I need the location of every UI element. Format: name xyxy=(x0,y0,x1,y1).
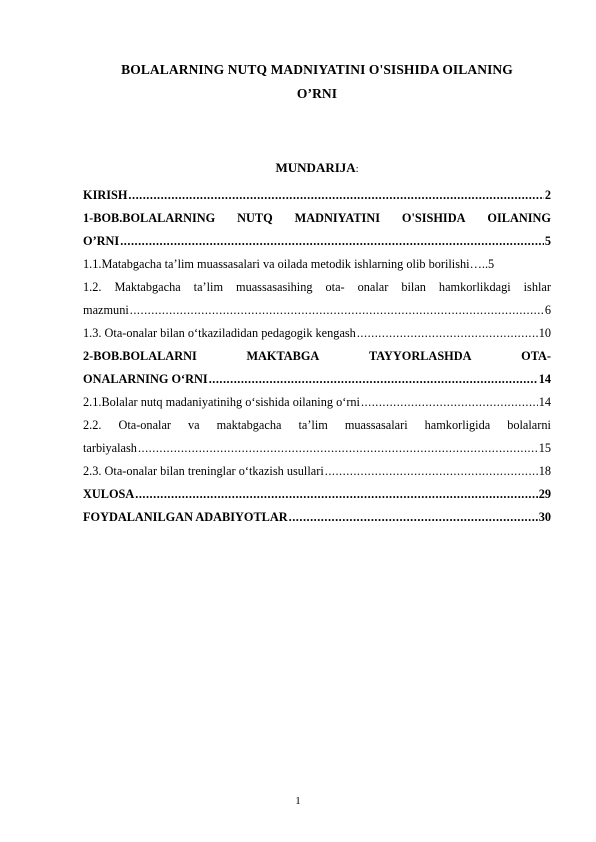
toc-entry-1-2-line1[interactable] xyxy=(83,276,551,299)
toc-entry-chapter1-line1[interactable] xyxy=(83,207,551,230)
toc-leader-dots xyxy=(120,230,544,253)
toc-entry-1-3[interactable] xyxy=(83,322,551,345)
toc-leader-dots xyxy=(130,299,544,322)
toc-word: ta’lim xyxy=(193,280,224,294)
toc-word: 2-BOB.BOLALARNI xyxy=(83,349,197,363)
toc-entry-1-2[interactable] xyxy=(83,299,551,322)
contents-heading-text: MUNDARIJA xyxy=(275,160,356,175)
toc-entry-title: 1.3. Ota-onalar bilan o‘tkaziladidan pedagogik kengash xyxy=(83,326,356,340)
toc-word: 2.2. xyxy=(83,418,102,432)
toc-word: muassasalari xyxy=(344,418,408,432)
toc-page-number: 18 xyxy=(538,464,551,478)
toc-entry-chapter2[interactable] xyxy=(83,368,551,391)
toc-entry-bibliography[interactable] xyxy=(83,506,551,529)
toc-entry-xulosa[interactable] xyxy=(83,483,551,506)
toc-entry-2-3[interactable] xyxy=(83,460,551,483)
toc-page-number: 15 xyxy=(538,441,551,455)
toc-page-number: 5 xyxy=(488,257,495,271)
toc-leader-dots xyxy=(209,368,538,391)
contents-heading-colon: : xyxy=(355,164,359,175)
toc-leader-dots xyxy=(325,460,538,483)
toc-word: ta’lim xyxy=(298,418,328,432)
toc-entry-1-1[interactable] xyxy=(83,253,551,276)
toc-entry-kirish[interactable] xyxy=(83,184,551,207)
page-number: 1 xyxy=(295,795,301,807)
toc-leader-dots xyxy=(135,483,537,506)
toc-word: Maktabgacha xyxy=(114,280,181,294)
toc-leader-dots: ….. xyxy=(469,257,489,271)
contents-heading xyxy=(83,160,551,176)
toc-page-number: 6 xyxy=(544,303,551,317)
toc-entry-title: FOYDALANILGAN ADABIYOTLAR xyxy=(83,510,288,524)
toc-entry-title: tarbiyalash xyxy=(83,441,137,455)
table-of-contents xyxy=(83,184,551,529)
toc-word: muassasasihing xyxy=(236,280,313,294)
toc-entry-title: 2.3. Ota-onalar bilan treninglar o‘tkazish usullari xyxy=(83,464,324,478)
toc-word: va xyxy=(188,418,200,432)
toc-page-number: 29 xyxy=(538,487,551,501)
toc-word: hamkorligida xyxy=(424,418,491,432)
toc-page-number: 2 xyxy=(544,188,551,202)
toc-entry-2-2-line1[interactable] xyxy=(83,414,551,437)
toc-word: O'SISHIDA xyxy=(401,211,466,225)
toc-word: MADNIYATINI xyxy=(294,211,380,225)
toc-leader-dots xyxy=(138,437,538,460)
toc-word: bilan xyxy=(401,280,426,294)
toc-leader-dots xyxy=(357,322,538,345)
toc-entry-2-2[interactable] xyxy=(83,437,551,460)
toc-word: maktabgacha xyxy=(216,418,282,432)
toc-word: OTA- xyxy=(521,349,551,363)
toc-word: 1.2. xyxy=(83,280,102,294)
toc-entry-chapter1[interactable] xyxy=(83,230,551,253)
toc-entry-2-1[interactable] xyxy=(83,391,551,414)
toc-entry-chapter2-line1[interactable] xyxy=(83,345,551,368)
toc-word: 1-BOB.BOLALARNING xyxy=(83,211,216,225)
toc-word: MAKTABGA xyxy=(246,349,320,363)
toc-word: bolalarni xyxy=(507,418,551,432)
toc-word: hamkorlikdagi xyxy=(438,280,511,294)
toc-entry-title: XULOSA xyxy=(83,487,135,501)
toc-word: OILANING xyxy=(487,211,551,225)
toc-page-number: 14 xyxy=(538,372,551,386)
toc-leader-dots xyxy=(128,184,543,207)
toc-word: ota- xyxy=(325,280,345,294)
toc-word: NUTQ xyxy=(237,211,273,225)
toc-entry-title: mazmuni xyxy=(83,303,129,317)
toc-page-number: 5 xyxy=(544,234,551,248)
toc-word: onalar xyxy=(357,280,389,294)
toc-page-number: 14 xyxy=(538,395,551,409)
toc-leader-dots xyxy=(361,391,538,414)
toc-entry-title: 1.1.Matabgacha ta’lim muassasalari va oilada metodik ishlarning olib borilishi xyxy=(83,257,470,271)
toc-entry-title: O’RNI xyxy=(83,234,120,248)
document-title-line1: BOLALARNING NUTQ MADNIYATINI O'SISHIDA OILANING xyxy=(121,62,513,77)
toc-word: ishlar xyxy=(523,280,551,294)
document-title-line2: O’RNI xyxy=(296,86,338,101)
toc-leader-dots xyxy=(289,506,538,529)
toc-entry-title: 2.1.Bolalar nutq madaniyatinihg o‘sishida oilaning o‘rni xyxy=(83,395,360,409)
toc-page-number: 30 xyxy=(538,510,551,524)
toc-entry-title: ONALARNING O‘RNI xyxy=(83,372,208,386)
toc-page-number: 10 xyxy=(538,326,551,340)
toc-word: TAYYORLASHDA xyxy=(368,349,472,363)
toc-entry-title: KIRISH xyxy=(83,188,128,202)
toc-word: Ota-onalar xyxy=(118,418,172,432)
